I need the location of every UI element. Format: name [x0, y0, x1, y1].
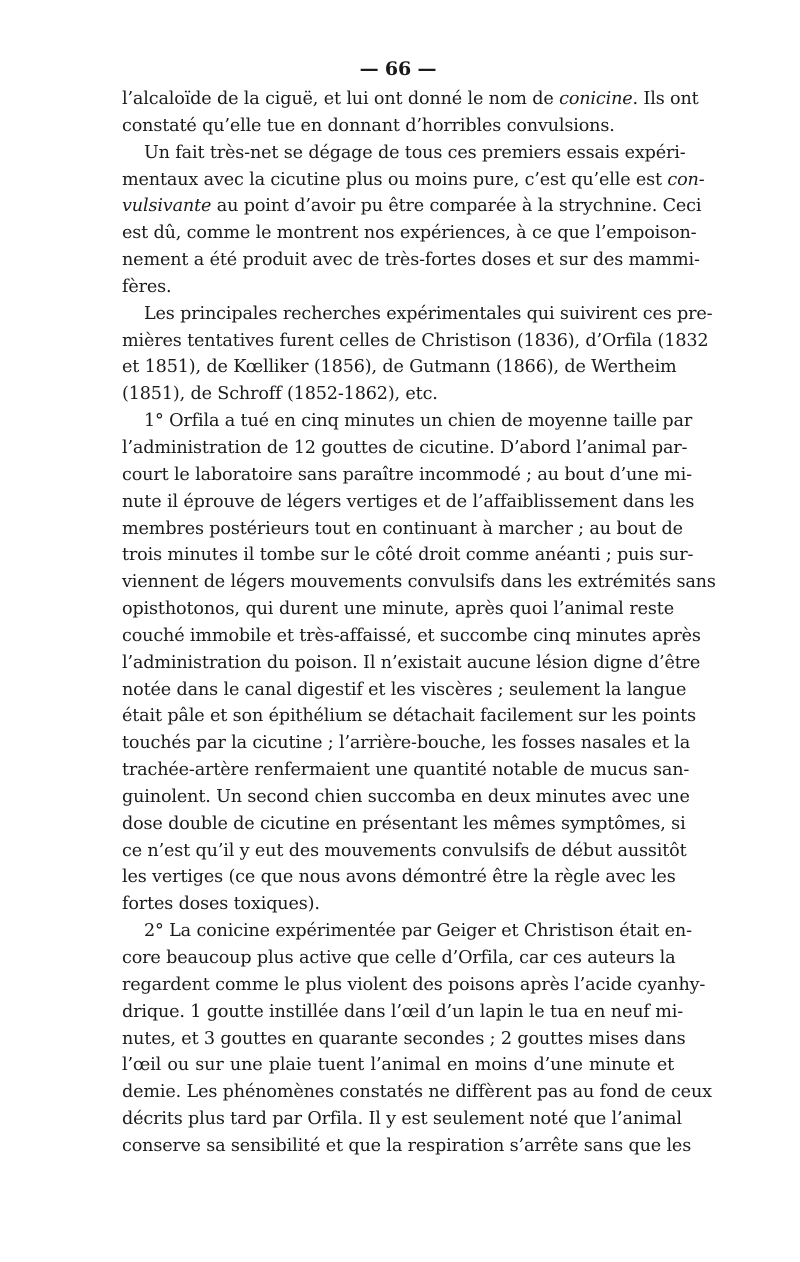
- line-text: (1851), de Schroff (1852-1862), etc.: [122, 384, 438, 405]
- line-italic-text: conicine: [559, 89, 633, 109]
- text-line: [122, 972, 706, 999]
- text-line: [122, 730, 691, 757]
- line-text: trachée-artère renfermaient une quantité notable de mucus san-: [122, 760, 690, 781]
- text-line: [122, 247, 700, 274]
- line-italic-text: vulsivante: [122, 196, 212, 217]
- text-line: [122, 86, 699, 113]
- line-text: était pâle et son épithélium se détachait facilement sur les points: [122, 706, 696, 727]
- text-line: [122, 140, 686, 167]
- line-text: constaté qu’elle tue en donnant d’horribles convulsions.: [122, 115, 615, 136]
- line-text: l’alcaloïde de la ciguë, et lui ont donné le nom de: [122, 89, 560, 109]
- line-text: 2° La conicine expérimentée par Geiger et Christison était en-: [144, 921, 692, 942]
- line-text: dose double de cicutine en présentant les mêmes symptômes, si: [122, 813, 686, 834]
- text-line: [122, 462, 692, 489]
- line-text: mentaux avec la cicutine plus ou moins pure, c’est qu’elle est: [122, 169, 668, 190]
- text-line: [122, 516, 683, 543]
- text-line: [122, 1079, 712, 1106]
- line-text: Les principales recherches expérimentales qui suivirent ces pre-: [144, 303, 713, 324]
- line-text: core beaucoup plus active que celle d’Orfila, car ces auteurs la: [122, 948, 676, 968]
- text-line: [122, 301, 713, 328]
- text-line: [122, 435, 688, 462]
- line-text: est dû, comme le montrent nos expériences, à ce que l’empoison-: [122, 223, 697, 244]
- line-text: nement a été produit avec de très-fortes doses et sur des mammi-: [122, 250, 700, 271]
- text-line: [122, 677, 687, 704]
- text-line: [122, 811, 686, 838]
- text-line: [122, 650, 701, 677]
- text-line: [122, 1052, 674, 1079]
- line-text: trois minutes il tombe sur le côté droit comme anéanti ; puis sur-: [122, 545, 694, 566]
- text-line: [122, 1026, 686, 1053]
- line-text: et 1851), de Kœlliker (1856), de Gutmann (1866), de Wertheim: [122, 357, 677, 378]
- page-number: — 66 —: [359, 58, 437, 80]
- line-italic-text: con-: [667, 169, 705, 190]
- line-text: 1° Orfila a tué en cinq minutes un chien de moyenne taille par: [144, 411, 693, 432]
- text-line: [122, 596, 674, 623]
- line-text: nutes, et 3 gouttes en quarante secondes ; 2 gouttes mises dans: [122, 1028, 686, 1049]
- line-text: guinolent. Un second chien succomba en deux minutes avec une: [122, 786, 690, 807]
- line-text: décrits plus tard par Orfila. Il y est seulement noté que l’animal: [122, 1109, 682, 1130]
- text-line: [122, 945, 674, 972]
- text-line: [122, 193, 702, 220]
- text-line: [122, 918, 692, 945]
- text-line: [122, 838, 687, 865]
- text-line: [122, 274, 674, 301]
- line-text: Un fait très-net se dégage de tous ces premiers essais expéri-: [144, 142, 686, 163]
- line-text: l’administration du poison. Il n’existait aucune lésion digne d’être: [122, 652, 701, 673]
- book-page: [122, 52, 716, 1160]
- line-text: regardent comme le plus violent des poisons après l’acide cyanhy-: [122, 974, 706, 995]
- text-line: [122, 354, 677, 381]
- text-line: [122, 489, 695, 516]
- text-line: [122, 569, 716, 596]
- line-text: mières tentatives furent celles de Christison (1836), d’Orfila (1832: [122, 330, 709, 351]
- line-text-continued: au point d’avoir pu être comparée à la strychnine. Ceci: [211, 196, 702, 217]
- text-line: [122, 1133, 692, 1160]
- line-text: membres postérieurs tout en continuant à marcher ; au bout de: [122, 518, 683, 539]
- text-line: [122, 220, 697, 247]
- text-line: [122, 167, 705, 194]
- text-line: [122, 113, 674, 140]
- text-line: [122, 999, 683, 1026]
- line-text: fortes doses toxiques).: [122, 894, 320, 915]
- line-text: notée dans le canal digestif et les viscères ; seulement la langue: [122, 679, 687, 700]
- line-text: drique. 1 goutte instillée dans l’œil d’un lapin le tua en neuf mi-: [122, 1001, 683, 1022]
- line-text: nute il éprouve de légers vertiges et de l’affaiblissement dans les: [122, 491, 695, 512]
- text-line: [122, 757, 690, 784]
- text-line: [122, 1106, 682, 1133]
- line-text: couché immobile et très-affaissé, et succombe cinq minutes après: [122, 625, 701, 646]
- text-line: [122, 381, 674, 408]
- text-line: [122, 703, 696, 730]
- text-line: [122, 542, 694, 569]
- text-line: [122, 891, 674, 918]
- text-line: [122, 864, 674, 891]
- line-text: demie. Les phénomènes constatés ne diffèrent pas au fond de ceux: [122, 1082, 712, 1103]
- line-text: les vertiges (ce que nous avons démontré être la règle avec les: [122, 867, 676, 888]
- text-line: [122, 408, 693, 435]
- line-text-continued: . Ils ont: [632, 89, 699, 109]
- body-text: [122, 86, 716, 1160]
- line-text: conserve sa sensibilité et que la respiration s’arrête sans que les: [122, 1135, 692, 1156]
- line-text: fères.: [122, 276, 172, 297]
- line-text: ce n’est qu’il y eut des mouvements convulsifs de début aussitôt: [122, 840, 687, 861]
- text-line: [122, 784, 690, 811]
- line-text: viennent de légers mouvements convulsifs dans les extrémités sans: [122, 572, 716, 593]
- text-line: [122, 328, 709, 355]
- line-text: court le laboratoire sans paraître incommodé ; au bout d’une mi-: [122, 464, 692, 485]
- text-line: [122, 623, 701, 650]
- line-text: touchés par la cicutine ; l’arrière-bouche, les fosses nasales et la: [122, 733, 691, 754]
- line-text: opisthotonos, qui durent une minute, après quoi l’animal reste: [122, 599, 674, 620]
- line-text: l’œil ou sur une plaie tuent l’animal en moins d’une minute et: [122, 1055, 674, 1076]
- line-text: l’administration de 12 gouttes de cicutine. D’abord l’animal par-: [122, 437, 688, 458]
